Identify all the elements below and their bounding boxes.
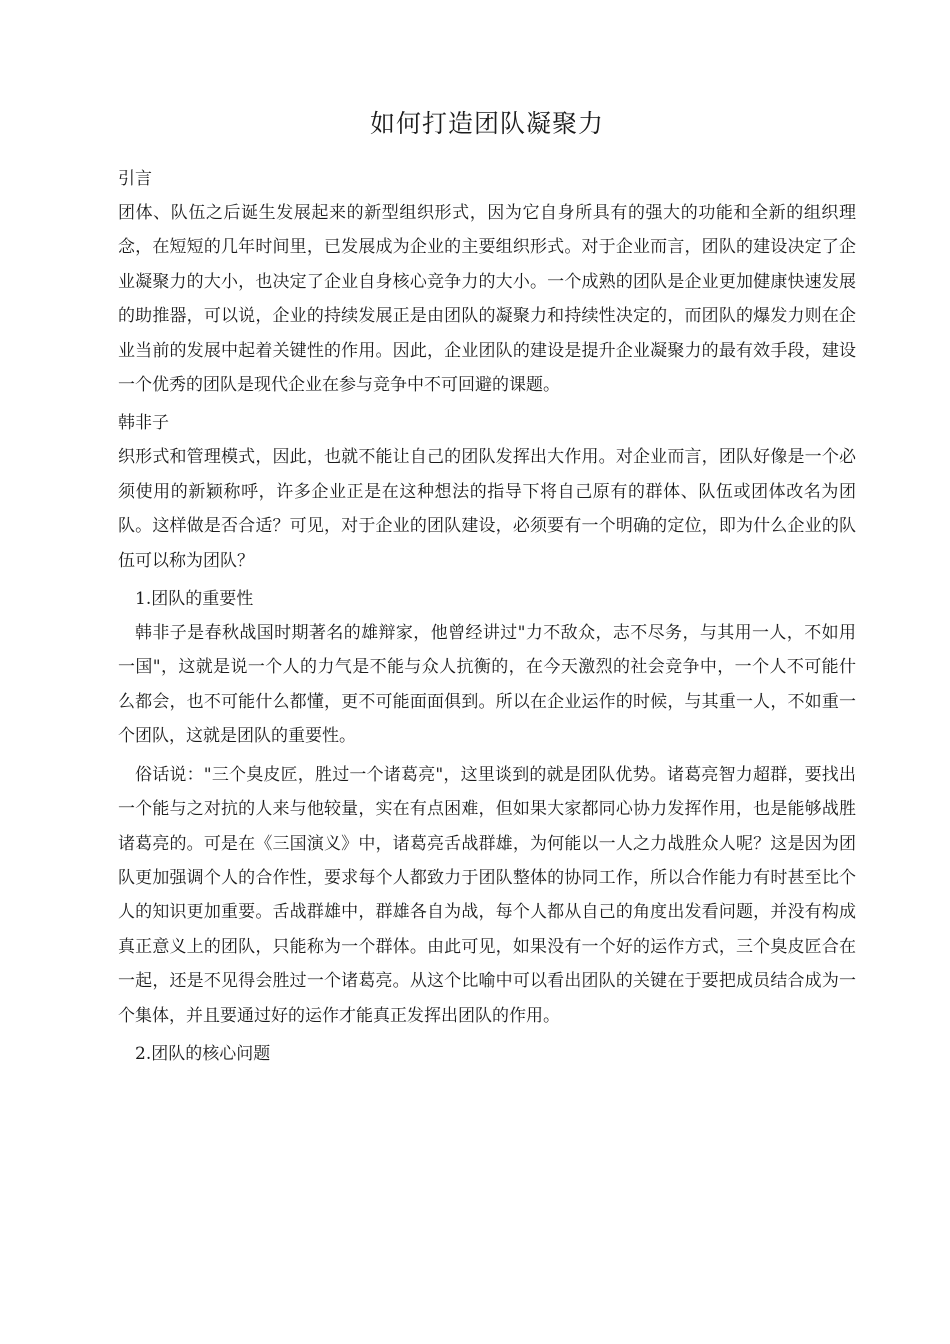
section-1-paragraph-2: 俗话说："三个臭皮匠，胜过一个诸葛亮"，这里谈到的就是团队优势。诸葛亮智力超群，要找出一个能与之对抗的人来与他较量，实在有点困难，但如果大家都同心协力发挥作用，也是能够战胜诸葛亮的。可是在《三国演义》中，诸葛亮舌战群雄，为何能以一人之力战胜众人呢？这是因为团队更加强调个人的合作性，要求每个人都致力于团队整体的协同工作，所以合作能力有时甚至比个人的知识更加重要。舌战群雄中，群雄各自为战，每个人都从自己的角度出发看问题，并没有构成真正意义上的团队，只能称为一个群体。由此可见，如果没有一个好的运作方式，三个臭皮匠合在一起，还是不见得会胜过一个诸葛亮。从这个比喻中可以看出团队的关键在于要把成员结合成为一个集体，并且要通过好的运作才能真正发挥出团队的作用。: [118, 764, 856, 1026]
intro-paragraph: 团体、队伍之后诞生发展起来的新型组织形式，因为它自身所具有的强大的功能和全新的组织理念，在短短的几年时间里，已发展成为企业的主要组织形式。对于企业而言，团队的建设决定了企业凝聚力的大小，也决定了企业自身核心竞争力的大小。一个成熟的团队是企业更加健康快速发展的助推器，可以说，企业的持续发展正是由团队的凝聚力和持续性决定的，而团队的爆发力则在企业当前的发展中起着关键性的作用。因此，企业团队的建设是提升企业凝聚力的最有效手段，建设一个优秀的团队是现代企业在参与竞争中不可回避的课题。: [118, 203, 856, 396]
han-feizi-heading: 韩非子: [118, 413, 169, 434]
intro-heading: 引言: [118, 169, 152, 189]
document-title: 如何打造团队凝聚力: [369, 109, 604, 138]
section-2-heading: 2.团队的核心问题: [135, 1043, 271, 1064]
document-page: [118, 104, 856, 1071]
section-1-paragraph-1: 韩非子是春秋战国时期著名的雄辩家，他曾经讲过"力不敌众，志不尽务，与其用一人，不如用一国"，这就是说一个人的力气是不能与众人抗衡的，在今天激烈的社会竞争中，一个人不可能什么都会，也不可能什么都懂，更不可能面面俱到。所以在企业运作的时候，与其重一人，不如重一个团队，这就是团队的重要性。: [118, 623, 856, 747]
section-1-heading: 1.团队的重要性: [135, 589, 254, 610]
han-feizi-paragraph: 织形式和管理模式，因此，也就不能让自己的团队发挥出大作用。对企业而言，团队好像是一个必须使用的新颖称呼，许多企业正是在这种想法的指导下将自己原有的群体、队伍或团体改名为团队。这样做是否合适？可见，对于企业的团队建设，必须要有一个明确的定位，即为什么企业的队伍可以称为团队？: [118, 447, 856, 571]
